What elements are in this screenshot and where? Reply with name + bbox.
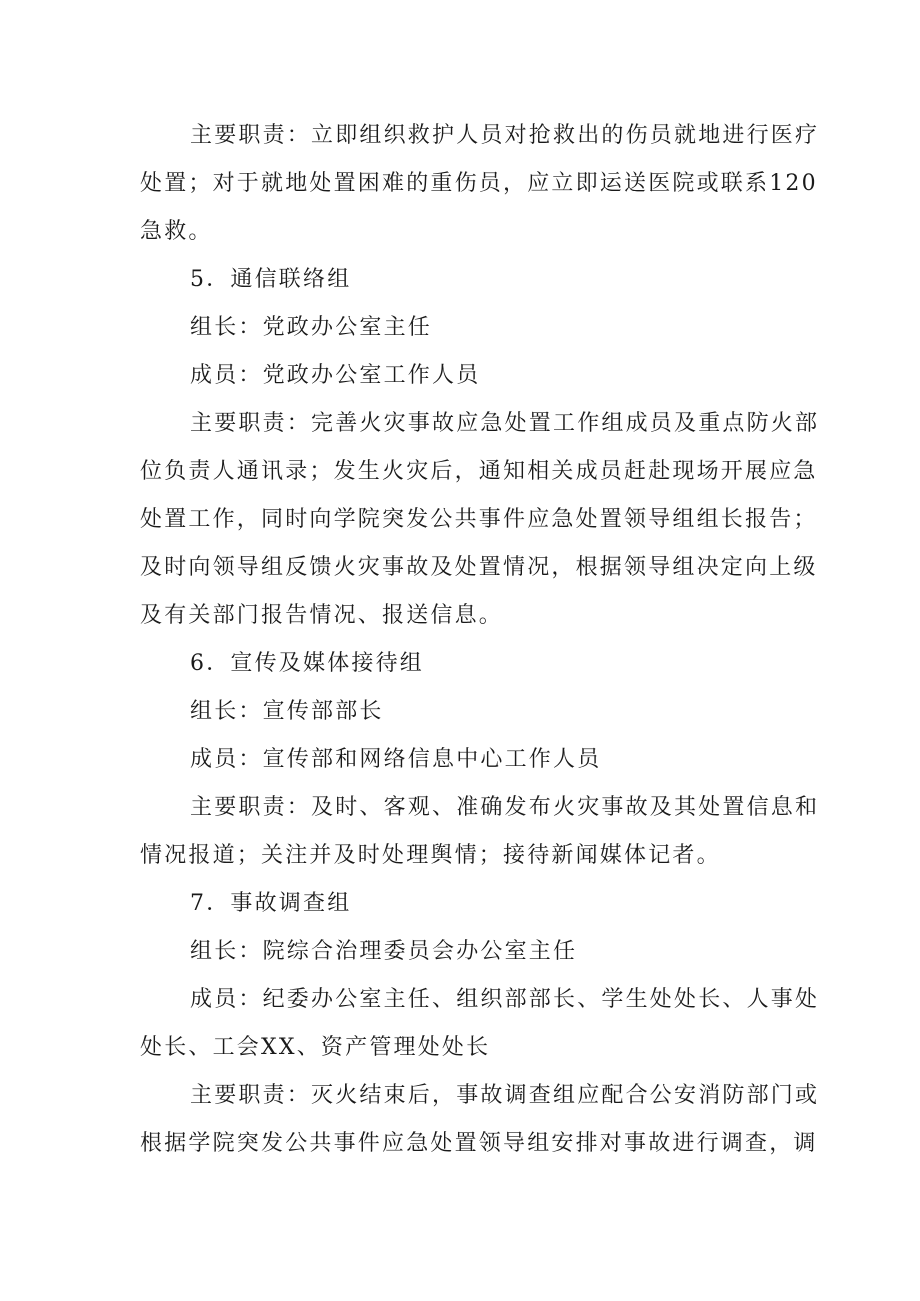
text-line: 组长：院综合治理委员会办公室主任	[190, 939, 578, 964]
text-line: 情况报道；关注并及时处理舆情；接待新闻媒体记者。	[140, 843, 721, 868]
text-line: 急救。	[140, 219, 213, 244]
text-line: 及时向领导组反馈火灾事故及处置情况，根据领导组决定向上级	[140, 555, 818, 580]
text-line: 处置；对于就地处置困难的重伤员，应立即运送医院或联系120	[140, 171, 818, 196]
text-line: 成员：纪委办公室主任、组织部部长、学生处处长、人事处	[190, 987, 820, 1012]
text-line: 处长、工会XX、资产管理处处长	[140, 1035, 491, 1060]
text-line: 组长：党政办公室主任	[190, 315, 433, 340]
section-heading: 6．宣传及媒体接待组	[190, 651, 424, 676]
text-line: 成员：宣传部和网络信息中心工作人员	[190, 747, 602, 772]
text-line: 主要职责：立即组织救护人员对抢救出的伤员就地进行医疗	[190, 123, 820, 148]
text-line: 及有关部门报告情况、报送信息。	[140, 603, 504, 628]
text-line: 处置工作，同时向学院突发公共事件应急处置领导组组长报告；	[140, 507, 818, 532]
text-line: 位负责人通讯录；发生火灾后，通知相关成员赶赴现场开展应急	[140, 459, 818, 484]
text-line: 根据学院突发公共事件应急处置领导组安排对事故进行调查，调	[140, 1131, 818, 1156]
text-line: 主要职责：及时、客观、准确发布火灾事故及其处置信息和	[190, 795, 820, 820]
text-line: 主要职责：完善火灾事故应急处置工作组成员及重点防火部	[190, 411, 820, 436]
section-heading: 5．通信联络组	[190, 267, 352, 292]
section-heading: 7．事故调查组	[190, 891, 352, 916]
text-line: 主要职责：灭火结束后，事故调查组应配合公安消防部门或	[190, 1083, 820, 1108]
text-line: 成员：党政办公室工作人员	[190, 363, 481, 388]
text-line: 组长：宣传部部长	[190, 699, 384, 724]
